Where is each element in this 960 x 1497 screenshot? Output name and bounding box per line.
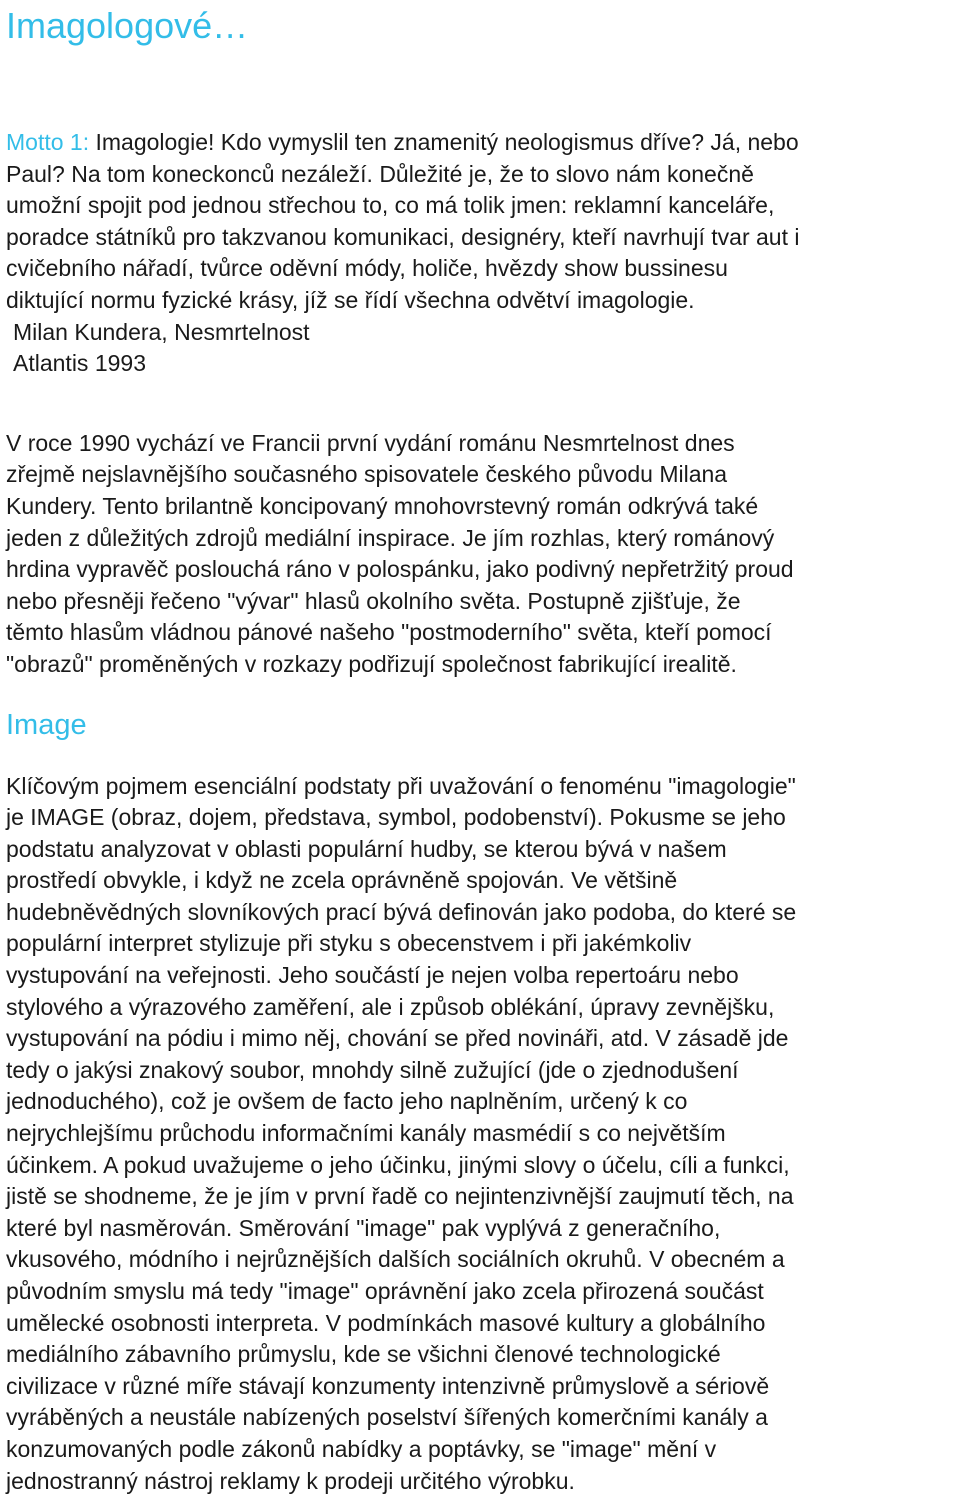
motto-line: diktující normu fyzické krásy, jíž se řídí všechna odvětví imagologie. bbox=[6, 285, 956, 317]
paragraph-line: jeden z důležitých zdrojů mediální inspirace. Je jím rozhlas, který románový bbox=[6, 523, 956, 555]
motto-label: Motto 1: bbox=[6, 129, 89, 155]
motto-citation-author: Milan Kundera, Nesmrtelnost bbox=[6, 317, 956, 349]
paragraph-line: umělecké osobnosti interpreta. V podmínkách masové kultury a globálního bbox=[6, 1308, 956, 1340]
motto-line: poradce státníků pro takzvanou komunikaci, designéry, kteří navrhují tvar aut i bbox=[6, 222, 956, 254]
motto-line: cvičebního nářadí, tvůrce oděvní módy, holiče, hvězdy show bussinesu bbox=[6, 253, 956, 285]
motto-text: Imagologie! Kdo vymyslil ten znamenitý neologismus dříve? Já, nebo bbox=[89, 129, 799, 155]
paragraph-line: konzumovaných podle zákonů nabídky a poptávky, se "image" mění v bbox=[6, 1434, 956, 1466]
page-title: Imagologové… bbox=[6, 4, 956, 48]
paragraph-line: vyráběných a neustále nabízených poselství šířených komerčními kanály a bbox=[6, 1402, 956, 1434]
paragraph-line: Klíčovým pojmem esenciální podstaty při uvažování o fenoménu "imagologie" bbox=[6, 771, 956, 803]
paragraph-line: prostředí obvykle, i když ne zcela oprávněně spojován. Ve většině bbox=[6, 865, 956, 897]
motto-line: Paul? Na tom koneckonců nezáleží. Důležité je, že to slovo nám konečně bbox=[6, 159, 956, 191]
document-page bbox=[6, 0, 956, 1497]
motto-block bbox=[6, 127, 956, 380]
paragraph-line: účinkem. A pokud uvažujeme o jeho účinku, jinými slovy o účelu, cíli a funkci, bbox=[6, 1150, 956, 1182]
intro-paragraph bbox=[6, 428, 956, 681]
paragraph-line: V roce 1990 vychází ve Francii první vydání románu Nesmrtelnost dnes bbox=[6, 428, 956, 460]
motto-line bbox=[6, 127, 956, 159]
paragraph-line: podstatu analyzovat v oblasti populární hudby, se kterou bývá v našem bbox=[6, 834, 956, 866]
image-paragraph bbox=[6, 771, 956, 1497]
paragraph-line: tedy o jakýsi znakový soubor, mnohdy silně zužující (jde o zjednodušení bbox=[6, 1055, 956, 1087]
paragraph-line: původním smyslu má tedy "image" oprávnění jako zcela přirozená součást bbox=[6, 1276, 956, 1308]
paragraph-line: jednostranný nástroj reklamy k prodeji určitého výrobku. bbox=[6, 1466, 956, 1497]
paragraph-line: mediálního zábavního průmyslu, kde se všichni členové technologické bbox=[6, 1339, 956, 1371]
paragraph-line: vystupování na pódiu i mimo něj, chování se před novináři, atd. V zásadě jde bbox=[6, 1023, 956, 1055]
paragraph-line: je IMAGE (obraz, dojem, představa, symbol, podobenství). Pokusme se jeho bbox=[6, 802, 956, 834]
paragraph-line: vkusového, módního i nejrůznějších dalších sociálních okruhů. V obecném a bbox=[6, 1244, 956, 1276]
motto-citation-publisher: Atlantis 1993 bbox=[6, 348, 956, 380]
paragraph-line: "obrazů" proměněných v rozkazy podřizují společnost fabrikující irealitě. bbox=[6, 649, 956, 681]
paragraph-line: nebo přesněji řečeno "vývar" hlasů okolního světa. Postupně zjišťuje, že bbox=[6, 586, 956, 618]
paragraph-line: populární interpret stylizuje při styku s obecenstvem i při jakémkoliv bbox=[6, 928, 956, 960]
paragraph-line: jistě se shodneme, že je jím v první řadě co nejintenzivnější zaujmutí těch, na bbox=[6, 1181, 956, 1213]
paragraph-line: civilizace v různé míře stávají konzumenty intenzivně průmyslově a sériově bbox=[6, 1371, 956, 1403]
motto-line: umožní spojit pod jednou střechou to, co má tolik jmen: reklamní kanceláře, bbox=[6, 190, 956, 222]
paragraph-line: těmto hlasům vládnou pánové našeho "postmoderního" světa, kteří pomocí bbox=[6, 617, 956, 649]
paragraph-line: hudebněvědných slovníkových prací bývá definován jako podoba, do které se bbox=[6, 897, 956, 929]
paragraph-line: které byl nasměrován. Směrování "image" pak vyplývá z generačního, bbox=[6, 1213, 956, 1245]
section-heading-image: Image bbox=[6, 707, 956, 743]
paragraph-line: vystupování na veřejnosti. Jeho součástí je nejen volba repertoáru nebo bbox=[6, 960, 956, 992]
paragraph-line: hrdina vypravěč poslouchá ráno v polospánku, jako podivný nepřetržitý proud bbox=[6, 554, 956, 586]
paragraph-line: Kundery. Tento brilantně koncipovaný mnohovrstevný román odkrývá také bbox=[6, 491, 956, 523]
paragraph-line: zřejmě nejslavnějšího současného spisovatele českého původu Milana bbox=[6, 459, 956, 491]
paragraph-line: jednoduchého), což je ovšem de facto jeho naplněním, určený k co bbox=[6, 1086, 956, 1118]
paragraph-line: nejrychlejšímu průchodu informačními kanály masmédií s co největším bbox=[6, 1118, 956, 1150]
paragraph-line: stylového a výrazového zaměření, ale i způsob oblékání, úpravy zevnějšku, bbox=[6, 992, 956, 1024]
